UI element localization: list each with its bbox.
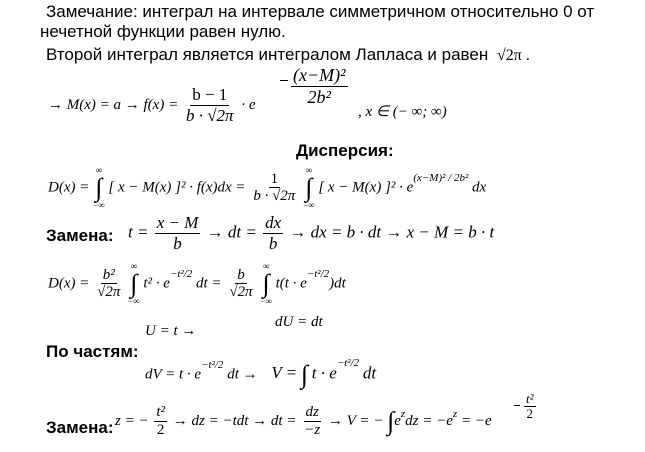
disp2-lhs: D(x) = [48,275,90,292]
last-final-den: 2 [526,406,533,422]
disp2-c1-num: b² [102,266,115,283]
last-dt-frac [302,404,322,439]
zamena-2-label: Замена: [46,418,114,437]
density-exp-den: 2b² [307,86,331,107]
dispersion-exp: (x−M)² / 2b² [413,172,469,185]
zamena-1-label: Замена: [46,226,114,245]
dispersion-2-formula [48,262,346,306]
last-dt-num: dz [305,404,319,420]
last-ez-exp: z [400,407,406,420]
substitution-formula [128,214,494,253]
density-mult: · e [241,97,256,114]
last-ez-exp-2: z [452,407,458,420]
parts-dv-tail: dt → [227,366,258,383]
integral-4-upper: ∞ [262,261,270,271]
density-fraction [184,86,236,125]
last-dz: dz = −e [405,412,453,429]
density-den: b · √2π [185,105,234,125]
integral-4-lower: −∞ [260,296,272,306]
po-chastyam-label: По частям: [46,342,139,361]
parts-v-tail: dt [362,363,377,383]
du-line: dU = dt [275,314,323,330]
parts-v-exp: −t²/2 [336,357,360,370]
parts-v: V = [271,363,298,383]
dispersion-coef-num: 1 [270,170,279,187]
dispersion-formula [48,166,486,210]
density-lhs: → M(x) = a → f(x) = [48,97,179,114]
last-mid: → dz = −tdt → dt = [172,412,297,429]
sub-arrow-1: → dt = [206,222,257,242]
last-eq: = −e [460,412,492,429]
last-z-den: 2 [156,421,165,438]
disp2-exp-2: −t²/2 [306,268,330,281]
laplace-line [46,45,530,65]
sub-t-den: b [173,233,182,253]
sub-rest: → dx = b · dt → x − M = b · t [289,222,495,242]
last-formula [115,404,492,439]
last-final-num: t² [526,391,534,406]
last-dt-den: −z [304,421,321,438]
last-z-num: t² [156,404,166,420]
disp2-c2-den: √2π [229,284,253,301]
dispersion-coef-den: b · √2π [253,188,296,205]
integral-3-lower: −∞ [128,296,140,306]
disp2-body-2: t(t · e [275,275,307,292]
integral-3-upper: ∞ [130,261,138,271]
density-exp-num: (x−M)² [293,65,346,85]
last-integral: ∫ [387,406,395,436]
disp2-c2-num: b [237,266,245,283]
density-domain: , x ∈ (− ∞; ∞) [358,104,447,120]
disp2-body-1: t² · e [143,275,170,292]
last-z: z = − [115,412,149,429]
parts-integral: ∫ [300,360,309,389]
integral-2-lower: −∞ [303,200,315,210]
sub-dt-frac [263,214,283,253]
disp2-exp-1: −t²/2 [169,268,193,281]
disp2-c1-den: √2π [97,284,121,301]
last-final-minus [514,405,520,406]
density-formula [48,86,255,125]
integral-1: ∞ ∫ −∞ [93,165,105,210]
last-ez: e [394,412,401,429]
density-exp-minus [280,80,288,81]
sub-dt-den: b [268,233,278,253]
laplace-value: √2π . [496,47,530,64]
parts-exp: −t²/2 [201,359,224,372]
integral-3: ∞ ∫ −∞ [128,261,140,306]
integral-1-lower: −∞ [93,200,105,210]
dispersion-heading: Дисперсия: [296,141,394,160]
laplace-text: Второй интеграл является интегралом Лапласа и равен [46,45,489,64]
sub-t-num: x − M [156,213,199,232]
disp2-mid: dt = [196,275,222,292]
last-final-exponent [522,392,538,422]
density-exponent [289,66,350,107]
parts-v-body: t · e [311,363,337,383]
parts-dv: dV = t · e [145,366,202,383]
sub-t-frac [155,214,201,253]
density-exp-frac [291,66,348,107]
sub-dt-num: dx [265,213,282,232]
dispersion-tail: dx [472,179,487,196]
disp2-coef-2 [227,267,254,302]
remark-line-1: Замечание: интеграл на интервале симметричном относительно 0 от [46,2,595,21]
disp2-tail: )dt [329,275,346,292]
u-line: U = t → [145,323,197,339]
dispersion-lhs: D(x) = [48,179,90,196]
integral-2-upper: ∞ [305,165,313,175]
density-num: b − 1 [192,85,228,104]
dispersion-integrand-2: [ x − M(x) ]² · e [318,179,414,196]
integral-2: ∞ ∫ −∞ [303,165,315,210]
dispersion-integrand-1: [ x − M(x) ]² · f(x)dx = [108,179,246,196]
last-z-frac [154,404,167,439]
remark-line-2: нечетной функции равен нулю. [40,22,286,41]
last-rest: → V = − [327,412,384,429]
sub-t: t = [128,222,149,242]
parts-formula [145,357,377,389]
integral-4: ∞ ∫ −∞ [260,261,272,306]
integral-1-upper: ∞ [95,165,103,175]
dispersion-coef [251,171,297,206]
last-final-frac [524,392,536,422]
disp2-coef-1 [95,267,122,302]
